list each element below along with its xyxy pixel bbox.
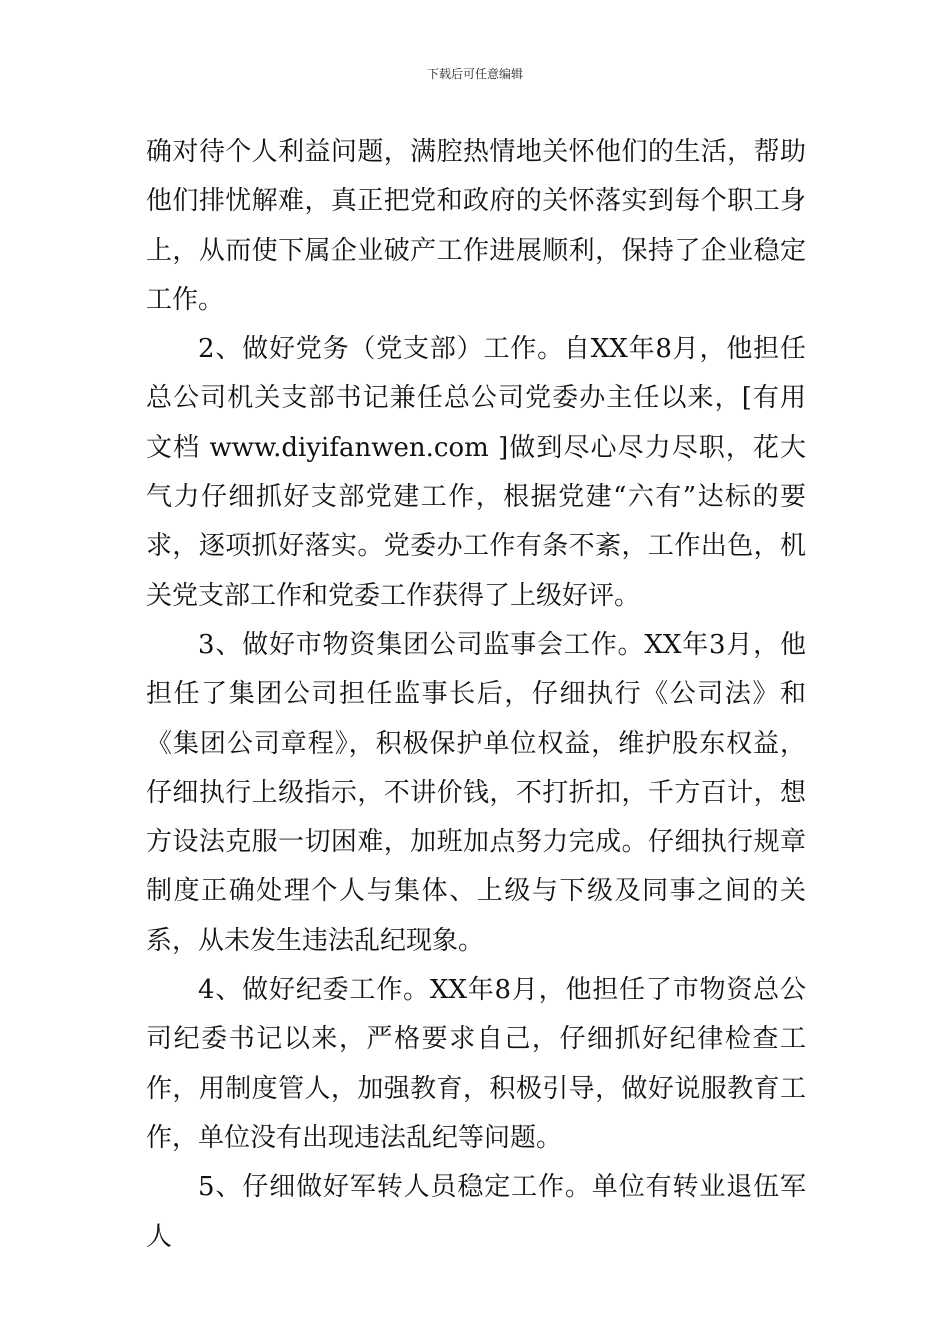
page-header-note: 下载后可任意编辑: [426, 67, 523, 81]
paragraph-2: 2、做好党务（党支部）工作。自XX年8月，他担任总公司机关支部书记兼任总公司党委办主任以来，[有用文档 www.diyifanwen.com ]做到尽心尽力尽职，花大气力仔细抓好支部党建工作，根据党建“六有”达标的要求，逐项抓好落实。党委办工作有条不紊，工作出色，机关党支部工作和党委工作获得了上级好评。: [146, 334, 806, 611]
paragraph-4: 4、做好纪委工作。XX年8月，他担任了市物资总公司纪委书记以来，严格要求自己，仔细抓好纪律检查工作，用制度管人，加强教育，积极引导，做好说服教育工作，单位没有出现违法乱纪等问题。: [146, 975, 806, 1153]
document-body: [146, 128, 806, 1262]
paragraph-1: 确对待个人利益问题，满腔热情地关怀他们的生活，帮助他们排忧解难，真正把党和政府的关怀落实到每个职工身上，从而使下属企业破产工作进展顺利，保持了企业稳定工作。: [146, 137, 806, 315]
paragraph-5: 5、仔细做好军转人员稳定工作。单位有转业退伍军人: [146, 1172, 806, 1252]
paragraph-3: 3、做好市物资集团公司监事会工作。XX年3月，他担任了集团公司担任监事长后，仔细执行《公司法》和《集团公司章程》，积极保护单位权益，维护股东权益，仔细执行上级指示，不讲价钱，不打折扣，千方百计，想方设法克服一切困难，加班加点努力完成。仔细执行规章制度正确处理个人与集体、上级与下级及同事之间的关系，从未发生违法乱纪现象。: [146, 629, 806, 956]
